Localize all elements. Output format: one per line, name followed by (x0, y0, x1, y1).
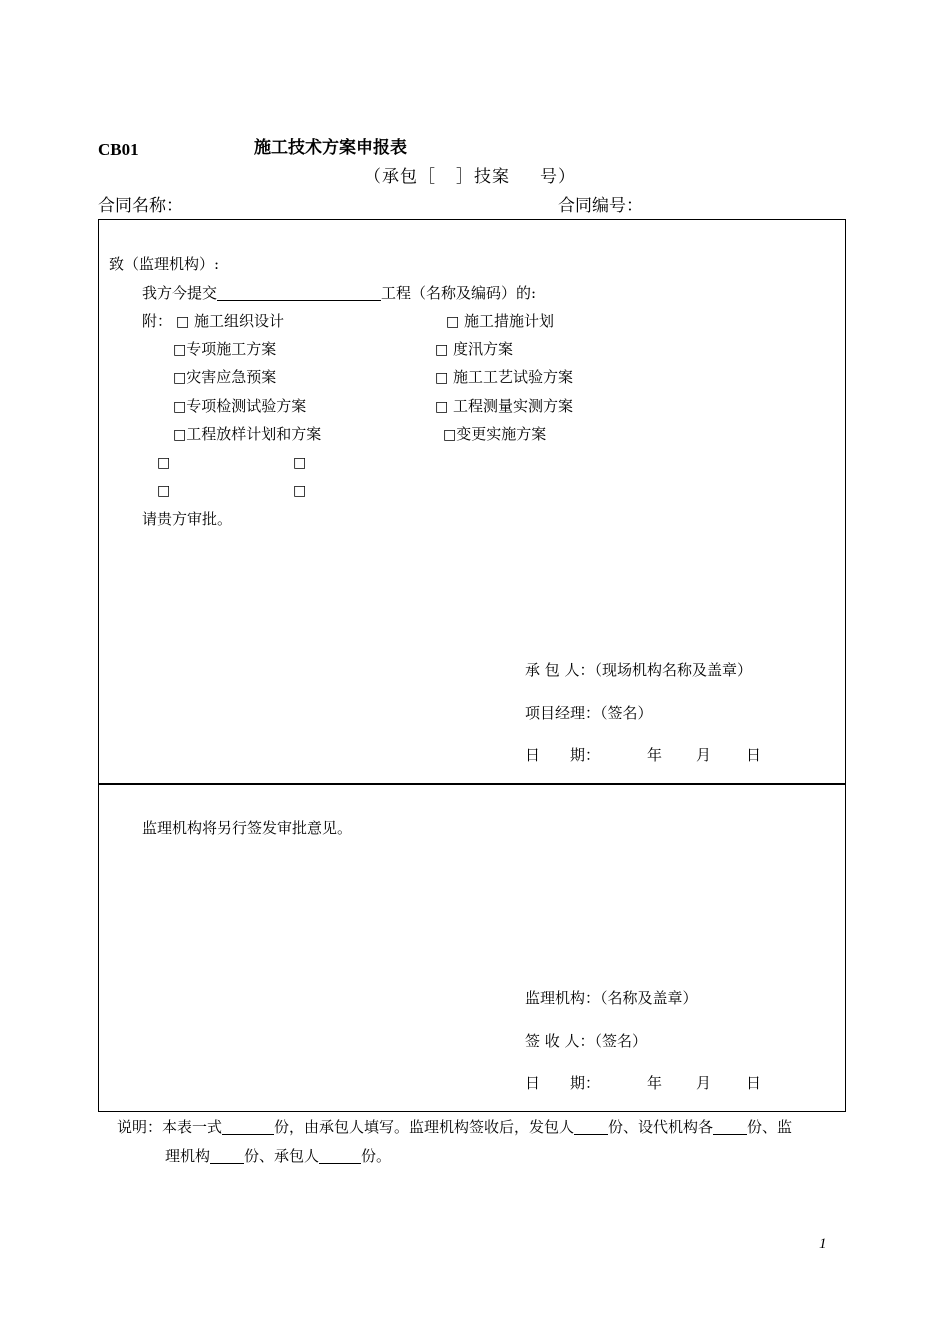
year-label: 年 (647, 1074, 663, 1092)
form-title: 施工技术方案申报表 (254, 138, 407, 158)
checkbox-icon: □ (435, 370, 449, 386)
blank-checkbox-icon[interactable]: □ (293, 455, 307, 471)
page-number: 1 (819, 1236, 827, 1252)
receiver-field: 签 收 人：（签名） (525, 1032, 648, 1050)
month-label: 月 (696, 746, 712, 764)
option-flood-season-plan[interactable]: □ 度汛方案 (435, 340, 514, 358)
checkbox-icon: □ (173, 427, 187, 443)
supervision-org-field: 监理机构：（名称及盖章） (525, 989, 698, 1007)
month-label: 月 (696, 1074, 712, 1092)
checkbox-icon: □ (446, 314, 460, 330)
option-construction-organization-design[interactable]: □ 施工组织设计 (176, 312, 285, 330)
date-label: 日 期： (525, 1074, 601, 1092)
contract-name-label: 合同名称： (98, 196, 183, 216)
contract-number-label: 合同编号： (558, 196, 643, 216)
checkbox-icon: □ (173, 399, 187, 415)
checkbox-icon: □ (173, 342, 187, 358)
copies-blank[interactable] (222, 1120, 274, 1135)
copies-blank[interactable] (713, 1120, 747, 1135)
checkbox-icon: □ (435, 399, 449, 415)
option-process-test-plan[interactable]: □ 施工工艺试验方案 (435, 368, 574, 386)
project-manager-field: 项目经理：（签名） (525, 704, 653, 722)
instruction-note: 说明：本表一式 份，由承包人填写。监理机构签收后，发包人 份、设代机构各 份、监 (117, 1118, 793, 1136)
blank-checkbox-icon[interactable]: □ (293, 483, 307, 499)
submission-line: 我方今提交 工程（名称及编码）的: (142, 284, 537, 302)
form-code: CB01 (98, 140, 139, 159)
submission-section (98, 219, 846, 785)
option-construction-measures-plan[interactable]: □ 施工措施计划 (446, 312, 555, 330)
option-special-construction-plan[interactable]: □专项施工方案 (173, 340, 277, 358)
instruction-note-continued: 理机构 份、承包人 份。 (165, 1147, 392, 1165)
option-setting-out-plan[interactable]: □工程放样计划和方案 (173, 425, 322, 443)
addressee-label: 致（监理机构）: (109, 255, 220, 273)
checkbox-icon: □ (176, 314, 190, 330)
copies-blank[interactable] (210, 1149, 244, 1164)
contractor-field: 承 包 人：（现场机构名称及盖章） (525, 661, 753, 679)
copies-blank[interactable] (319, 1149, 361, 1164)
option-disaster-emergency-plan[interactable]: □灾害应急预案 (173, 368, 277, 386)
approval-request: 请贵方审批。 (142, 510, 233, 528)
checkbox-icon: □ (443, 427, 457, 443)
checkbox-icon: □ (435, 342, 449, 358)
blank-checkbox-icon[interactable]: □ (157, 483, 171, 499)
blank-checkbox-icon[interactable]: □ (157, 455, 171, 471)
date-label: 日 期： (525, 746, 601, 764)
supervisor-statement: 监理机构将另行签发审批意见。 (142, 819, 353, 837)
option-survey-measurement-plan[interactable]: □ 工程测量实测方案 (435, 397, 574, 415)
option-change-implementation-plan[interactable]: □变更实施方案 (443, 425, 547, 443)
project-name-blank[interactable] (217, 286, 381, 301)
day-label: 日 (746, 746, 762, 764)
year-label: 年 (647, 746, 663, 764)
attachment-label: 附： (142, 312, 173, 330)
day-label: 日 (746, 1074, 762, 1092)
copies-blank[interactable] (574, 1120, 608, 1135)
form-subtitle: （承包［ ］技案 号） (364, 167, 576, 187)
checkbox-icon: □ (173, 370, 187, 386)
option-special-inspection-test-plan[interactable]: □专项检测试验方案 (173, 397, 307, 415)
